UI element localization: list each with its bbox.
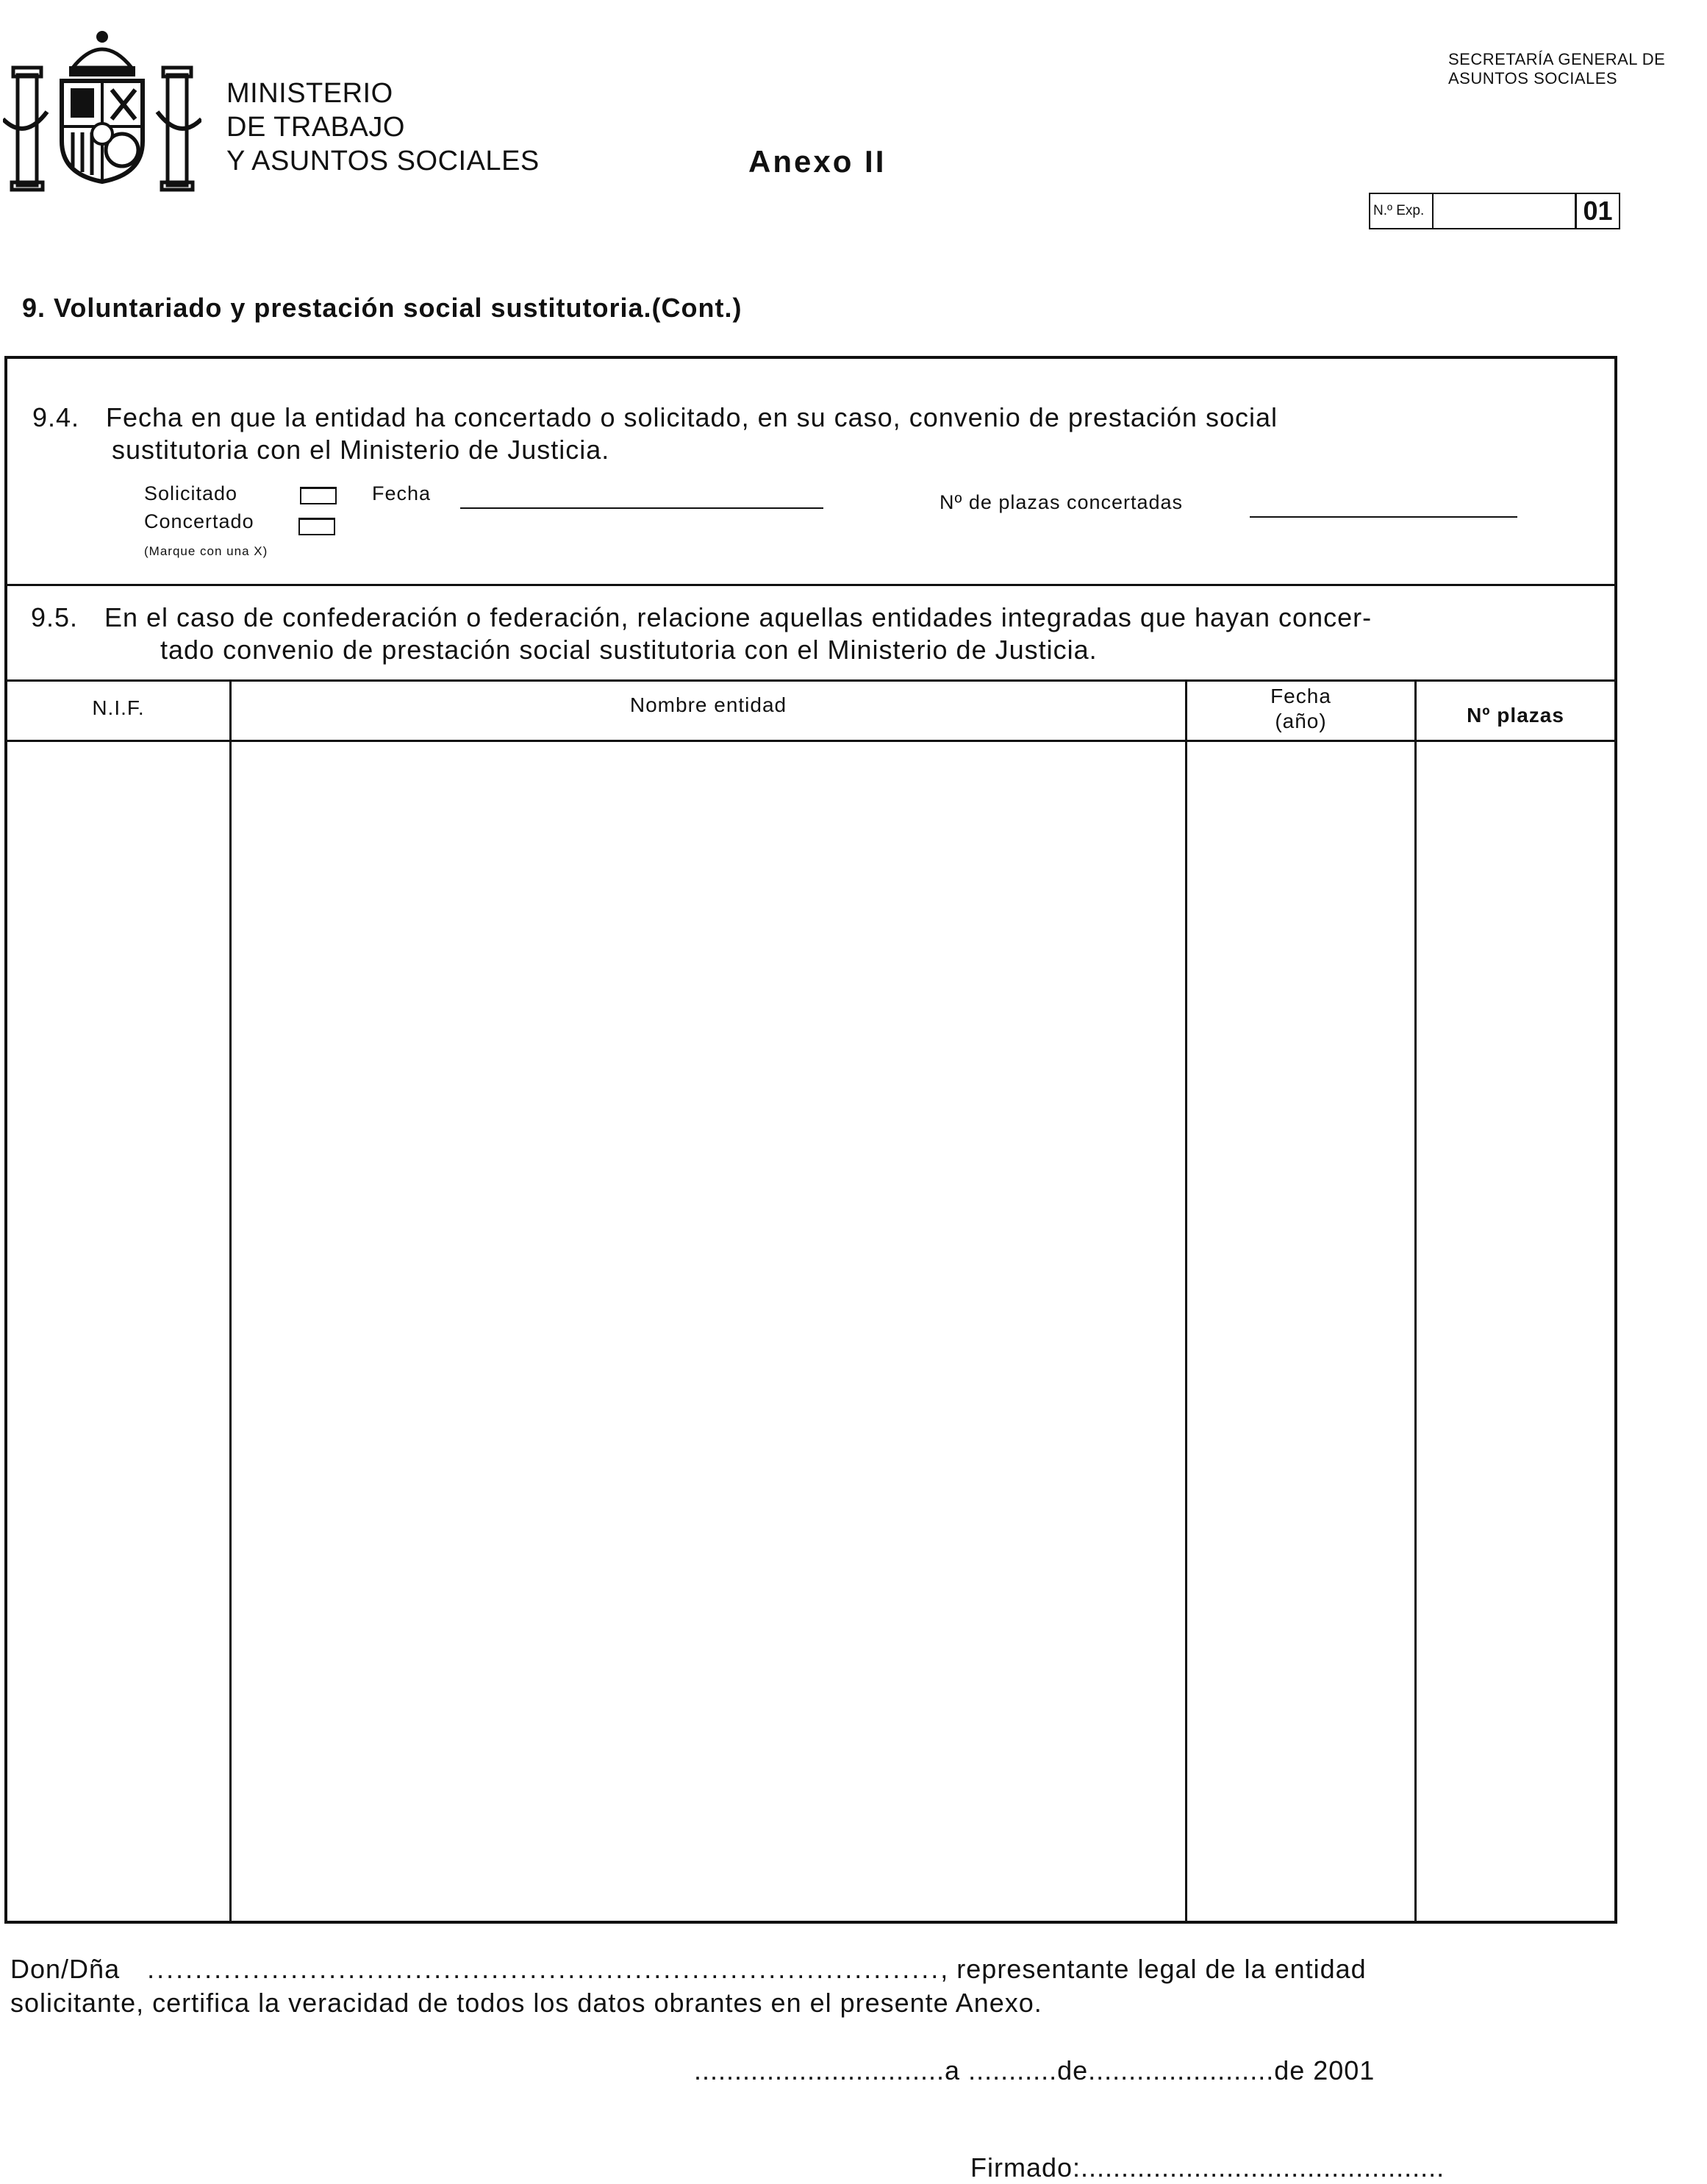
solicitado-checkbox[interactable]	[300, 487, 337, 504]
form-frame	[4, 356, 1617, 1924]
fecha-column-entry-area[interactable]	[1187, 742, 1414, 1921]
q95-text-line-2: tado convenio de prestación social sustitutoria con el Ministerio de Justicia.	[160, 635, 1098, 665]
divider	[7, 584, 1614, 586]
representative-text: , representante legal de la entidad	[940, 1954, 1367, 1984]
column-header-nif: N.I.F.	[92, 696, 145, 719]
coat-of-arms-logo	[3, 16, 201, 193]
column-header-nombre: Nombre entidad	[629, 693, 787, 716]
table-top-border	[7, 679, 1614, 682]
plazas-concertadas-field[interactable]	[1250, 516, 1517, 518]
column-header-fecha: Fecha	[1270, 685, 1331, 707]
certification-line-2: solicitante, certifica la veracidad de todos los datos obrantes en el presente Anexo.	[10, 1988, 1042, 2018]
secretariat-line-2: ASUNTOS SOCIALES	[1448, 69, 1618, 88]
form-code: 01	[1575, 194, 1619, 228]
q94-text-line-1: Fecha en que la entidad ha concertado o solicitado, en su caso, convenio de prestación social	[106, 402, 1278, 432]
secretariat-line-1: SECRETARÍA GENERAL DE	[1448, 50, 1666, 68]
expedient-number-label: N.º Exp.	[1370, 194, 1434, 228]
solicitado-label: Solicitado	[144, 482, 238, 504]
annex-title: Anexo II	[748, 144, 887, 179]
q94-number: 9.4.	[32, 402, 80, 432]
nombre-column-entry-area[interactable]	[232, 742, 1185, 1921]
section-title: 9. Voluntariado y prestación social sustitutoria.(Cont.)	[22, 293, 742, 323]
ministry-name-line-3: Y ASUNTOS SOCIALES	[226, 146, 540, 176]
fecha-label: Fecha	[372, 482, 432, 504]
mark-note: (Marque con una X)	[144, 544, 268, 558]
signature-field[interactable]: Firmado:.............................................	[970, 2152, 1445, 2183]
q94-text-line-2: sustitutoria con el Ministerio de Justicia.	[112, 435, 610, 465]
representative-name-field[interactable]: ...................................................................................	[147, 1954, 941, 1984]
column-header-plazas: Nº plazas	[1467, 704, 1564, 727]
fecha-field[interactable]	[460, 507, 823, 509]
nif-column-entry-area[interactable]	[7, 742, 229, 1921]
column-header-fecha-sub: (año)	[1275, 710, 1327, 732]
place-date-field[interactable]: ...............................a ...........de.......................de 2001	[694, 2055, 1375, 2085]
concertado-checkbox[interactable]	[298, 518, 335, 535]
plazas-concertadas-label: Nº de plazas concertadas	[940, 491, 1184, 513]
don-label: Don/Dña	[10, 1954, 121, 1984]
ministry-name-line-1: MINISTERIO	[226, 78, 393, 109]
concertado-label: Concertado	[144, 510, 254, 532]
q95-number: 9.5.	[31, 602, 79, 632]
expedient-number-box	[1369, 193, 1620, 229]
ministry-name-line-2: DE TRABAJO	[226, 112, 405, 143]
plazas-column-entry-area[interactable]	[1417, 742, 1614, 1921]
certification-line-1	[10, 1953, 1367, 1985]
q95-text-line-1: En el caso de confederación o federación, relacione aquellas entidades integradas que hayan concer-	[104, 602, 1373, 632]
expedient-number-field[interactable]	[1435, 194, 1572, 228]
